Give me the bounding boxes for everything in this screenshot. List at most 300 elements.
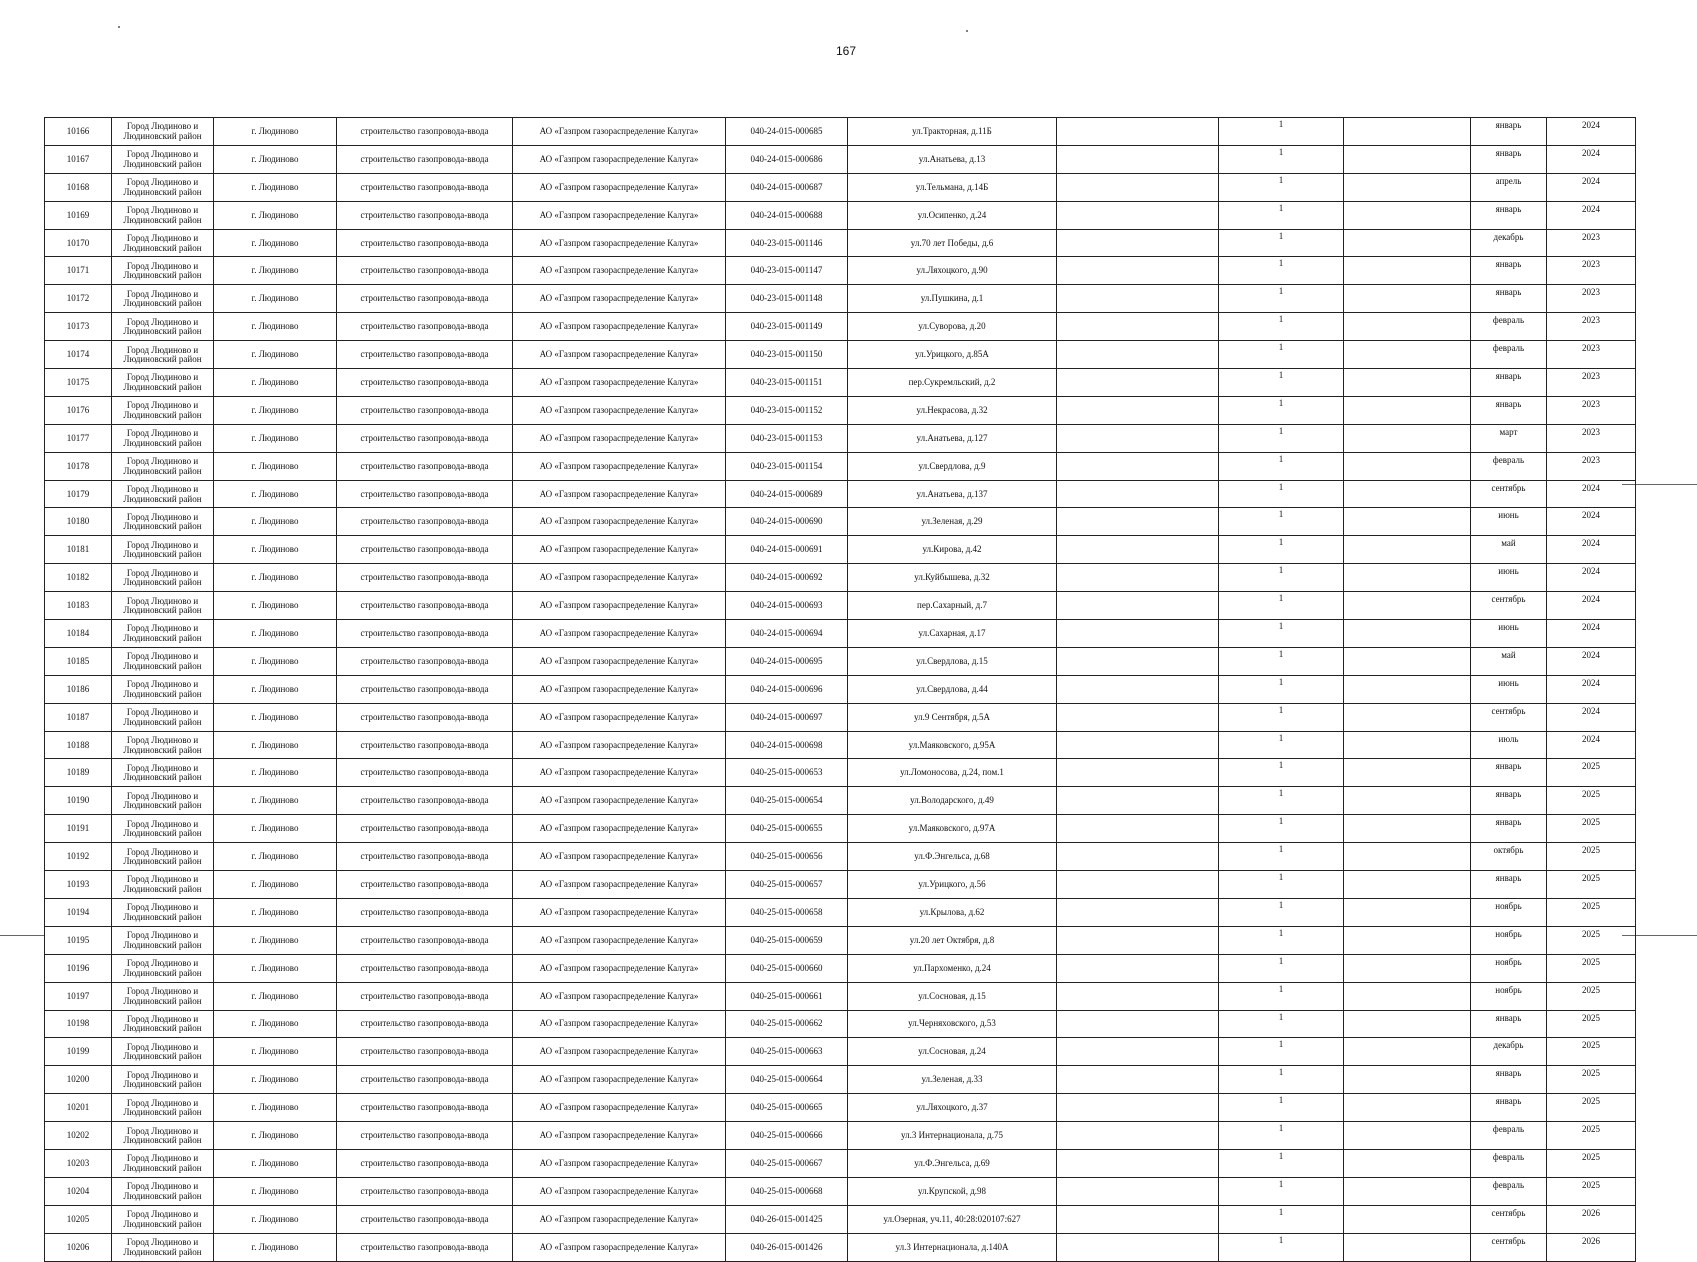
empty-cell — [1057, 313, 1219, 341]
empty-cell — [1344, 1010, 1471, 1038]
object-code-cell: 040-24-015-000686 — [726, 145, 848, 173]
month-cell: январь — [1471, 396, 1547, 424]
district-cell: Город Людиново и Людиновский район — [112, 1233, 214, 1261]
empty-cell — [1344, 954, 1471, 982]
organization-cell: АО «Газпром газораспределение Калуга» — [513, 1066, 726, 1094]
object-code-cell: 040-24-015-000698 — [726, 731, 848, 759]
work-type-cell: строительство газопровода-ввода — [337, 675, 513, 703]
district-cell: Город Людиново и Людиновский район — [112, 145, 214, 173]
table-row — [45, 759, 1636, 787]
month-cell: май — [1471, 536, 1547, 564]
quantity-cell: 1 — [1219, 1122, 1344, 1150]
city-cell: г. Людиново — [214, 118, 337, 146]
year-cell: 2024 — [1547, 703, 1636, 731]
empty-cell — [1057, 1205, 1219, 1233]
address-cell: ул.9 Сентября, д.5А — [848, 703, 1057, 731]
month-cell: сентябрь — [1471, 480, 1547, 508]
work-type-cell: строительство газопровода-ввода — [337, 369, 513, 397]
year-cell: 2025 — [1547, 815, 1636, 843]
empty-cell — [1344, 424, 1471, 452]
organization-cell: АО «Газпром газораспределение Калуга» — [513, 564, 726, 592]
address-cell: ул.Урицкого, д.56 — [848, 871, 1057, 899]
city-cell: г. Людиново — [214, 1205, 337, 1233]
empty-cell — [1057, 982, 1219, 1010]
year-cell: 2025 — [1547, 1038, 1636, 1066]
district-cell: Город Людиново и Людиновский район — [112, 592, 214, 620]
table-row — [45, 285, 1636, 313]
city-cell: г. Людиново — [214, 675, 337, 703]
quantity-cell: 1 — [1219, 341, 1344, 369]
table-row — [45, 815, 1636, 843]
work-type-cell: строительство газопровода-ввода — [337, 1233, 513, 1261]
record-number: 10176 — [45, 396, 112, 424]
empty-cell — [1344, 341, 1471, 369]
object-code-cell: 040-24-015-000692 — [726, 564, 848, 592]
work-type-cell: строительство газопровода-ввода — [337, 787, 513, 815]
address-cell: ул.Зеленая, д.29 — [848, 508, 1057, 536]
month-cell: июнь — [1471, 508, 1547, 536]
address-cell: ул.Ф.Энгельса, д.68 — [848, 843, 1057, 871]
record-number: 10204 — [45, 1177, 112, 1205]
object-code-cell: 040-23-015-001150 — [726, 341, 848, 369]
work-type-cell: строительство газопровода-ввода — [337, 341, 513, 369]
empty-cell — [1344, 369, 1471, 397]
empty-cell — [1344, 229, 1471, 257]
object-code-cell: 040-25-015-000667 — [726, 1149, 848, 1177]
year-cell: 2024 — [1547, 536, 1636, 564]
empty-cell — [1344, 313, 1471, 341]
district-cell: Город Людиново и Людиновский район — [112, 731, 214, 759]
empty-cell — [1344, 508, 1471, 536]
table-row — [45, 1233, 1636, 1261]
empty-cell — [1344, 118, 1471, 146]
district-cell: Город Людиново и Людиновский район — [112, 480, 214, 508]
district-cell: Город Людиново и Людиновский район — [112, 118, 214, 146]
district-cell: Город Людиново и Людиновский район — [112, 1010, 214, 1038]
quantity-cell: 1 — [1219, 703, 1344, 731]
scan-speck — [118, 26, 120, 28]
empty-cell — [1057, 843, 1219, 871]
year-cell: 2025 — [1547, 871, 1636, 899]
organization-cell: АО «Газпром газораспределение Калуга» — [513, 118, 726, 146]
district-cell: Город Людиново и Людиновский район — [112, 536, 214, 564]
empty-cell — [1344, 1149, 1471, 1177]
object-code-cell: 040-25-015-000668 — [726, 1177, 848, 1205]
district-cell: Город Людиново и Людиновский район — [112, 620, 214, 648]
city-cell: г. Людиново — [214, 452, 337, 480]
object-code-cell: 040-25-015-000658 — [726, 898, 848, 926]
object-code-cell: 040-23-015-001151 — [726, 369, 848, 397]
city-cell: г. Людиново — [214, 564, 337, 592]
work-type-cell: строительство газопровода-ввода — [337, 815, 513, 843]
address-cell: ул.Пархоменко, д.24 — [848, 954, 1057, 982]
object-code-cell: 040-24-015-000685 — [726, 118, 848, 146]
district-cell: Город Людиново и Людиновский район — [112, 1038, 214, 1066]
object-code-cell: 040-24-015-000695 — [726, 647, 848, 675]
quantity-cell: 1 — [1219, 118, 1344, 146]
quantity-cell: 1 — [1219, 229, 1344, 257]
table-row — [45, 647, 1636, 675]
empty-cell — [1344, 592, 1471, 620]
work-type-cell: строительство газопровода-ввода — [337, 118, 513, 146]
month-cell: январь — [1471, 759, 1547, 787]
object-code-cell: 040-23-015-001153 — [726, 424, 848, 452]
district-cell: Город Людиново и Людиновский район — [112, 926, 214, 954]
object-code-cell: 040-26-015-001426 — [726, 1233, 848, 1261]
table-row — [45, 118, 1636, 146]
object-code-cell: 040-25-015-000653 — [726, 759, 848, 787]
organization-cell: АО «Газпром газораспределение Калуга» — [513, 620, 726, 648]
city-cell: г. Людиново — [214, 926, 337, 954]
record-number: 10170 — [45, 229, 112, 257]
organization-cell: АО «Газпром газораспределение Калуга» — [513, 508, 726, 536]
table-row — [45, 480, 1636, 508]
table-row — [45, 675, 1636, 703]
record-number: 10179 — [45, 480, 112, 508]
city-cell: г. Людиново — [214, 759, 337, 787]
district-cell: Город Людиново и Людиновский район — [112, 1122, 214, 1150]
address-cell: ул.Сосновая, д.15 — [848, 982, 1057, 1010]
table-row — [45, 926, 1636, 954]
organization-cell: АО «Газпром газораспределение Калуга» — [513, 871, 726, 899]
empty-cell — [1057, 536, 1219, 564]
month-cell: апрель — [1471, 173, 1547, 201]
city-cell: г. Людиново — [214, 1233, 337, 1261]
empty-cell — [1344, 926, 1471, 954]
district-cell: Город Людиново и Людиновский район — [112, 898, 214, 926]
year-cell: 2024 — [1547, 675, 1636, 703]
month-cell: январь — [1471, 1066, 1547, 1094]
organization-cell: АО «Газпром газораспределение Калуга» — [513, 341, 726, 369]
address-cell: ул.Тельмана, д.14Б — [848, 173, 1057, 201]
month-cell: ноябрь — [1471, 954, 1547, 982]
work-type-cell: строительство газопровода-ввода — [337, 843, 513, 871]
object-code-cell: 040-23-015-001146 — [726, 229, 848, 257]
table-row — [45, 620, 1636, 648]
city-cell: г. Людиново — [214, 229, 337, 257]
record-number: 10187 — [45, 703, 112, 731]
address-cell: ул.3 Интернационала, д.140А — [848, 1233, 1057, 1261]
quantity-cell: 1 — [1219, 898, 1344, 926]
month-cell: сентябрь — [1471, 1233, 1547, 1261]
district-cell: Город Людиново и Людиновский район — [112, 1149, 214, 1177]
table-row — [45, 1149, 1636, 1177]
year-cell: 2025 — [1547, 1094, 1636, 1122]
work-type-cell: строительство газопровода-ввода — [337, 898, 513, 926]
address-cell: ул.Сахарная, д.17 — [848, 620, 1057, 648]
object-code-cell: 040-25-015-000666 — [726, 1122, 848, 1150]
object-code-cell: 040-24-015-000694 — [726, 620, 848, 648]
empty-cell — [1057, 285, 1219, 313]
year-cell: 2023 — [1547, 257, 1636, 285]
city-cell: г. Людиново — [214, 1066, 337, 1094]
quantity-cell: 1 — [1219, 926, 1344, 954]
organization-cell: АО «Газпром газораспределение Калуга» — [513, 1177, 726, 1205]
quantity-cell: 1 — [1219, 1205, 1344, 1233]
empty-cell — [1057, 871, 1219, 899]
district-cell: Город Людиново и Людиновский район — [112, 1094, 214, 1122]
empty-cell — [1057, 508, 1219, 536]
year-cell: 2024 — [1547, 508, 1636, 536]
object-code-cell: 040-25-015-000661 — [726, 982, 848, 1010]
organization-cell: АО «Газпром газораспределение Калуга» — [513, 731, 726, 759]
district-cell: Город Людиново и Людиновский район — [112, 954, 214, 982]
record-number: 10186 — [45, 675, 112, 703]
gas-connection-table — [44, 117, 1636, 1262]
record-number: 10202 — [45, 1122, 112, 1150]
record-number: 10198 — [45, 1010, 112, 1038]
year-cell: 2024 — [1547, 592, 1636, 620]
object-code-cell: 040-25-015-000663 — [726, 1038, 848, 1066]
object-code-cell: 040-25-015-000665 — [726, 1094, 848, 1122]
district-cell: Город Людиново и Людиновский район — [112, 424, 214, 452]
organization-cell: АО «Газпром газораспределение Калуга» — [513, 145, 726, 173]
address-cell: ул.Анатьева, д.137 — [848, 480, 1057, 508]
organization-cell: АО «Газпром газораспределение Калуга» — [513, 1233, 726, 1261]
quantity-cell: 1 — [1219, 508, 1344, 536]
work-type-cell: строительство газопровода-ввода — [337, 1038, 513, 1066]
month-cell: февраль — [1471, 1149, 1547, 1177]
organization-cell: АО «Газпром газораспределение Калуга» — [513, 369, 726, 397]
work-type-cell: строительство газопровода-ввода — [337, 1177, 513, 1205]
record-number: 10169 — [45, 201, 112, 229]
year-cell: 2024 — [1547, 647, 1636, 675]
record-number: 10174 — [45, 341, 112, 369]
quantity-cell: 1 — [1219, 731, 1344, 759]
address-cell: ул.3 Интернационала, д.75 — [848, 1122, 1057, 1150]
city-cell: г. Людиново — [214, 257, 337, 285]
table-row — [45, 1094, 1636, 1122]
city-cell: г. Людиново — [214, 1094, 337, 1122]
city-cell: г. Людиново — [214, 592, 337, 620]
quantity-cell: 1 — [1219, 675, 1344, 703]
table-row — [45, 1066, 1636, 1094]
table-row — [45, 843, 1636, 871]
table-row — [45, 536, 1636, 564]
empty-cell — [1057, 759, 1219, 787]
organization-cell: АО «Газпром газораспределение Калуга» — [513, 229, 726, 257]
table-row — [45, 424, 1636, 452]
table-row — [45, 898, 1636, 926]
scan-speck — [966, 30, 968, 32]
empty-cell — [1057, 369, 1219, 397]
object-code-cell: 040-25-015-000656 — [726, 843, 848, 871]
district-cell: Город Людиново и Людиновский район — [112, 1205, 214, 1233]
empty-cell — [1057, 1177, 1219, 1205]
object-code-cell: 040-25-015-000655 — [726, 815, 848, 843]
month-cell: ноябрь — [1471, 982, 1547, 1010]
city-cell: г. Людиново — [214, 731, 337, 759]
empty-cell — [1344, 647, 1471, 675]
city-cell: г. Людиново — [214, 536, 337, 564]
year-cell: 2025 — [1547, 787, 1636, 815]
address-cell: ул.Крылова, д.62 — [848, 898, 1057, 926]
record-number: 10182 — [45, 564, 112, 592]
district-cell: Город Людиново и Людиновский район — [112, 257, 214, 285]
address-cell: ул.Кирова, д.42 — [848, 536, 1057, 564]
work-type-cell: строительство газопровода-ввода — [337, 954, 513, 982]
work-type-cell: строительство газопровода-ввода — [337, 396, 513, 424]
table-row — [45, 369, 1636, 397]
empty-cell — [1344, 759, 1471, 787]
table-row — [45, 954, 1636, 982]
address-cell: ул.Анатьева, д.13 — [848, 145, 1057, 173]
district-cell: Город Людиново и Людиновский район — [112, 871, 214, 899]
table-row — [45, 1205, 1636, 1233]
empty-cell — [1344, 982, 1471, 1010]
table-row — [45, 1038, 1636, 1066]
quantity-cell: 1 — [1219, 787, 1344, 815]
empty-cell — [1057, 731, 1219, 759]
year-cell: 2023 — [1547, 285, 1636, 313]
organization-cell: АО «Газпром газораспределение Калуга» — [513, 843, 726, 871]
month-cell: июнь — [1471, 675, 1547, 703]
organization-cell: АО «Газпром газораспределение Калуга» — [513, 787, 726, 815]
empty-cell — [1344, 1122, 1471, 1150]
organization-cell: АО «Газпром газораспределение Калуга» — [513, 1122, 726, 1150]
table-row — [45, 396, 1636, 424]
empty-cell — [1344, 1094, 1471, 1122]
district-cell: Город Людиново и Людиновский район — [112, 341, 214, 369]
empty-cell — [1057, 1094, 1219, 1122]
address-cell: ул.Свердлова, д.44 — [848, 675, 1057, 703]
address-cell: ул.Ломоносова, д.24, пом.1 — [848, 759, 1057, 787]
district-cell: Город Людиново и Людиновский район — [112, 229, 214, 257]
work-type-cell: строительство газопровода-ввода — [337, 731, 513, 759]
month-cell: октябрь — [1471, 843, 1547, 871]
record-number: 10167 — [45, 145, 112, 173]
year-cell: 2025 — [1547, 1177, 1636, 1205]
address-cell: ул.Маяковского, д.95А — [848, 731, 1057, 759]
quantity-cell: 1 — [1219, 285, 1344, 313]
quantity-cell: 1 — [1219, 815, 1344, 843]
record-number: 10206 — [45, 1233, 112, 1261]
address-cell: ул.Ляхоцкого, д.37 — [848, 1094, 1057, 1122]
city-cell: г. Людиново — [214, 815, 337, 843]
month-cell: июнь — [1471, 620, 1547, 648]
district-cell: Город Людиново и Людиновский район — [112, 369, 214, 397]
empty-cell — [1344, 1038, 1471, 1066]
empty-cell — [1057, 118, 1219, 146]
empty-cell — [1344, 1233, 1471, 1261]
record-number: 10189 — [45, 759, 112, 787]
quantity-cell: 1 — [1219, 424, 1344, 452]
address-cell: ул.70 лет Победы, д.6 — [848, 229, 1057, 257]
record-number: 10175 — [45, 369, 112, 397]
object-code-cell: 040-24-015-000687 — [726, 173, 848, 201]
record-number: 10203 — [45, 1149, 112, 1177]
city-cell: г. Людиново — [214, 954, 337, 982]
month-cell: январь — [1471, 369, 1547, 397]
empty-cell — [1057, 1122, 1219, 1150]
city-cell: г. Людиново — [214, 396, 337, 424]
year-cell: 2025 — [1547, 1010, 1636, 1038]
empty-cell — [1344, 898, 1471, 926]
organization-cell: АО «Газпром газораспределение Калуга» — [513, 1205, 726, 1233]
city-cell: г. Людиново — [214, 1177, 337, 1205]
work-type-cell: строительство газопровода-ввода — [337, 257, 513, 285]
record-number: 10172 — [45, 285, 112, 313]
quantity-cell: 1 — [1219, 313, 1344, 341]
object-code-cell: 040-24-015-000697 — [726, 703, 848, 731]
year-cell: 2025 — [1547, 982, 1636, 1010]
table-row — [45, 703, 1636, 731]
city-cell: г. Людиново — [214, 898, 337, 926]
city-cell: г. Людиново — [214, 285, 337, 313]
table-row — [45, 592, 1636, 620]
city-cell: г. Людиново — [214, 1038, 337, 1066]
quantity-cell: 1 — [1219, 759, 1344, 787]
empty-cell — [1057, 926, 1219, 954]
table-body — [45, 118, 1636, 1262]
city-cell: г. Людиново — [214, 871, 337, 899]
record-number: 10205 — [45, 1205, 112, 1233]
address-cell: ул.Володарского, д.49 — [848, 787, 1057, 815]
address-cell: ул.Суворова, д.20 — [848, 313, 1057, 341]
month-cell: январь — [1471, 787, 1547, 815]
organization-cell: АО «Газпром газораспределение Калуга» — [513, 759, 726, 787]
object-code-cell: 040-26-015-001425 — [726, 1205, 848, 1233]
year-cell: 2024 — [1547, 564, 1636, 592]
address-cell: ул.Некрасова, д.32 — [848, 396, 1057, 424]
table-row — [45, 564, 1636, 592]
year-cell: 2023 — [1547, 341, 1636, 369]
address-cell: ул.Крупской, д.98 — [848, 1177, 1057, 1205]
quantity-cell: 1 — [1219, 452, 1344, 480]
quantity-cell: 1 — [1219, 396, 1344, 424]
city-cell: г. Людиново — [214, 1122, 337, 1150]
organization-cell: АО «Газпром газораспределение Калуга» — [513, 647, 726, 675]
empty-cell — [1057, 424, 1219, 452]
city-cell: г. Людиново — [214, 620, 337, 648]
table-row — [45, 787, 1636, 815]
record-number: 10180 — [45, 508, 112, 536]
empty-cell — [1344, 787, 1471, 815]
work-type-cell: строительство газопровода-ввода — [337, 145, 513, 173]
city-cell: г. Людиново — [214, 145, 337, 173]
month-cell: январь — [1471, 871, 1547, 899]
work-type-cell: строительство газопровода-ввода — [337, 926, 513, 954]
empty-cell — [1344, 620, 1471, 648]
work-type-cell: строительство газопровода-ввода — [337, 1205, 513, 1233]
object-code-cell: 040-23-015-001148 — [726, 285, 848, 313]
empty-cell — [1344, 703, 1471, 731]
quantity-cell: 1 — [1219, 592, 1344, 620]
work-type-cell: строительство газопровода-ввода — [337, 285, 513, 313]
empty-cell — [1057, 703, 1219, 731]
empty-cell — [1057, 1149, 1219, 1177]
organization-cell: АО «Газпром газораспределение Калуга» — [513, 926, 726, 954]
empty-cell — [1057, 452, 1219, 480]
organization-cell: АО «Газпром газораспределение Калуга» — [513, 1010, 726, 1038]
year-cell: 2025 — [1547, 926, 1636, 954]
work-type-cell: строительство газопровода-ввода — [337, 452, 513, 480]
object-code-cell: 040-25-015-000654 — [726, 787, 848, 815]
year-cell: 2024 — [1547, 118, 1636, 146]
quantity-cell: 1 — [1219, 1149, 1344, 1177]
record-number: 10181 — [45, 536, 112, 564]
month-cell: февраль — [1471, 452, 1547, 480]
organization-cell: АО «Газпром газораспределение Калуга» — [513, 898, 726, 926]
empty-cell — [1057, 954, 1219, 982]
city-cell: г. Людиново — [214, 341, 337, 369]
address-cell: ул.Тракторная, д.11Б — [848, 118, 1057, 146]
table-row — [45, 871, 1636, 899]
month-cell: сентябрь — [1471, 592, 1547, 620]
record-number: 10191 — [45, 815, 112, 843]
quantity-cell: 1 — [1219, 480, 1344, 508]
year-cell: 2024 — [1547, 173, 1636, 201]
